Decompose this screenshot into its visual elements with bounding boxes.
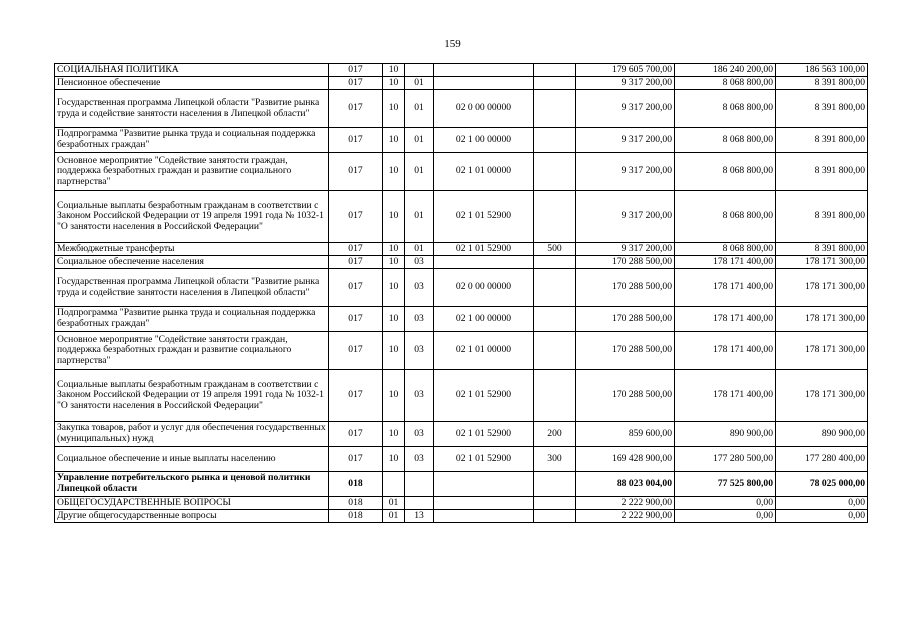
cell-subsection: 03 (405, 269, 434, 307)
cell-amount-year-3: 177 280 400,00 (776, 447, 868, 472)
cell-name: Подпрограмма "Развитие рынка труда и социальная поддержка безработных граждан" (55, 128, 329, 153)
cell-admin-code: 017 (329, 243, 383, 256)
cell-subsection: 03 (405, 447, 434, 472)
cell-amount-year-2: 77 525 800,00 (675, 472, 776, 497)
cell-target-article: 02 1 01 52900 (434, 191, 534, 243)
cell-expense-type (534, 153, 576, 191)
cell-name: Основное мероприятие "Содействие занятости граждан, поддержка безработных граждан и развитие социального партнерства" (55, 153, 329, 191)
cell-admin-code: 017 (329, 422, 383, 447)
table-row (55, 90, 868, 128)
cell-section: 10 (383, 370, 405, 422)
cell-amount-year-2: 890 900,00 (675, 422, 776, 447)
cell-subsection: 03 (405, 307, 434, 332)
cell-admin-code: 017 (329, 332, 383, 370)
cell-admin-code: 017 (329, 64, 383, 77)
cell-target-article (434, 472, 534, 497)
cell-amount-year-3: 0,00 (776, 510, 868, 523)
cell-expense-type (534, 64, 576, 77)
cell-expense-type (534, 128, 576, 153)
cell-subsection: 01 (405, 90, 434, 128)
cell-amount-year-3: 8 391 800,00 (776, 153, 868, 191)
cell-subsection (405, 497, 434, 510)
cell-name: Государственная программа Липецкой области "Развитие рынка труда и содействие занятости населения в Липецкой области" (55, 90, 329, 128)
cell-amount-year-3: 178 171 300,00 (776, 370, 868, 422)
cell-subsection: 01 (405, 153, 434, 191)
cell-section: 10 (383, 191, 405, 243)
cell-subsection: 03 (405, 370, 434, 422)
cell-amount-year-1: 170 288 500,00 (576, 256, 675, 269)
cell-subsection: 13 (405, 510, 434, 523)
cell-amount-year-3: 78 025 000,00 (776, 472, 868, 497)
cell-section: 10 (383, 256, 405, 269)
cell-section: 01 (383, 497, 405, 510)
cell-amount-year-2: 8 068 800,00 (675, 128, 776, 153)
cell-subsection: 01 (405, 77, 434, 90)
cell-amount-year-2: 8 068 800,00 (675, 191, 776, 243)
cell-amount-year-2: 0,00 (675, 497, 776, 510)
table-row (55, 153, 868, 191)
cell-expense-type (534, 510, 576, 523)
cell-expense-type (534, 370, 576, 422)
cell-expense-type (534, 307, 576, 332)
cell-name: Пенсионное обеспечение (55, 77, 329, 90)
cell-subsection (405, 472, 434, 497)
cell-target-article: 02 1 01 52900 (434, 243, 534, 256)
cell-amount-year-1: 170 288 500,00 (576, 370, 675, 422)
cell-target-article (434, 77, 534, 90)
cell-target-article (434, 497, 534, 510)
cell-section: 10 (383, 77, 405, 90)
table-row (55, 447, 868, 472)
cell-amount-year-2: 178 171 400,00 (675, 332, 776, 370)
cell-name: Социальное обеспечение и иные выплаты населению (55, 447, 329, 472)
cell-admin-code: 017 (329, 447, 383, 472)
cell-expense-type (534, 269, 576, 307)
cell-section: 01 (383, 510, 405, 523)
cell-name: ОБЩЕГОСУДАРСТВЕННЫЕ ВОПРОСЫ (55, 497, 329, 510)
table-row (55, 307, 868, 332)
cell-name: Государственная программа Липецкой области "Развитие рынка труда и содействие занятости населения в Липецкой области" (55, 269, 329, 307)
cell-amount-year-1: 170 288 500,00 (576, 269, 675, 307)
cell-expense-type: 300 (534, 447, 576, 472)
cell-amount-year-1: 9 317 200,00 (576, 153, 675, 191)
cell-section: 10 (383, 332, 405, 370)
cell-expense-type (534, 90, 576, 128)
cell-target-article: 02 0 00 00000 (434, 90, 534, 128)
table-row (55, 128, 868, 153)
cell-amount-year-3: 186 563 100,00 (776, 64, 868, 77)
cell-expense-type (534, 77, 576, 90)
cell-target-article: 02 1 01 00000 (434, 332, 534, 370)
cell-name: Социальные выплаты безработным гражданам в соответствии с Законом Российской Федерации от 19 апреля 1991 года № 1032-1 "О занятости населения в Российской Федерации" (55, 370, 329, 422)
cell-subsection: 01 (405, 191, 434, 243)
cell-expense-type: 200 (534, 422, 576, 447)
cell-amount-year-1: 9 317 200,00 (576, 128, 675, 153)
cell-target-article: 02 1 01 52900 (434, 370, 534, 422)
cell-amount-year-1: 9 317 200,00 (576, 77, 675, 90)
cell-amount-year-2: 178 171 400,00 (675, 307, 776, 332)
cell-expense-type: 500 (534, 243, 576, 256)
cell-target-article: 02 1 00 00000 (434, 128, 534, 153)
cell-amount-year-1: 2 222 900,00 (576, 497, 675, 510)
cell-admin-code: 018 (329, 510, 383, 523)
cell-subsection: 01 (405, 243, 434, 256)
table-row (55, 191, 868, 243)
cell-admin-code: 017 (329, 269, 383, 307)
cell-subsection: 03 (405, 422, 434, 447)
cell-amount-year-2: 186 240 200,00 (675, 64, 776, 77)
cell-amount-year-3: 890 900,00 (776, 422, 868, 447)
cell-name: Социальные выплаты безработным гражданам в соответствии с Законом Российской Федерации от 19 апреля 1991 года № 1032-1 "О занятости населения в Российской Федерации" (55, 191, 329, 243)
page-number: 159 (444, 38, 461, 50)
cell-subsection: 01 (405, 128, 434, 153)
cell-section: 10 (383, 422, 405, 447)
cell-amount-year-1: 9 317 200,00 (576, 191, 675, 243)
cell-amount-year-1: 179 605 700,00 (576, 64, 675, 77)
table-row (55, 64, 868, 77)
cell-name: Межбюджетные трансферты (55, 243, 329, 256)
cell-admin-code: 017 (329, 256, 383, 269)
cell-amount-year-3: 0,00 (776, 497, 868, 510)
cell-target-article: 02 1 01 00000 (434, 153, 534, 191)
cell-admin-code: 017 (329, 370, 383, 422)
cell-section (383, 472, 405, 497)
cell-admin-code: 017 (329, 128, 383, 153)
cell-section: 10 (383, 153, 405, 191)
cell-name: Управление потребительского рынка и ценовой политики Липецкой области (55, 472, 329, 497)
table-row (55, 497, 868, 510)
cell-amount-year-2: 8 068 800,00 (675, 90, 776, 128)
cell-admin-code: 017 (329, 191, 383, 243)
cell-target-article (434, 510, 534, 523)
cell-subsection: 03 (405, 256, 434, 269)
cell-amount-year-2: 178 171 400,00 (675, 269, 776, 307)
cell-amount-year-3: 8 391 800,00 (776, 191, 868, 243)
cell-name: Социальное обеспечение населения (55, 256, 329, 269)
cell-amount-year-3: 178 171 300,00 (776, 256, 868, 269)
cell-amount-year-2: 178 171 400,00 (675, 256, 776, 269)
cell-target-article: 02 0 00 00000 (434, 269, 534, 307)
cell-name: СОЦИАЛЬНАЯ ПОЛИТИКА (55, 64, 329, 77)
cell-subsection: 03 (405, 332, 434, 370)
cell-target-article: 02 1 01 52900 (434, 422, 534, 447)
budget-table (54, 63, 868, 523)
cell-amount-year-3: 8 391 800,00 (776, 128, 868, 153)
cell-section: 10 (383, 269, 405, 307)
table-row (55, 472, 868, 497)
table-row (55, 77, 868, 90)
cell-amount-year-1: 169 428 900,00 (576, 447, 675, 472)
cell-expense-type (534, 332, 576, 370)
cell-amount-year-1: 9 317 200,00 (576, 243, 675, 256)
cell-section: 10 (383, 64, 405, 77)
cell-amount-year-3: 8 391 800,00 (776, 90, 868, 128)
table-row (55, 422, 868, 447)
cell-amount-year-2: 0,00 (675, 510, 776, 523)
cell-admin-code: 018 (329, 497, 383, 510)
cell-amount-year-2: 178 171 400,00 (675, 370, 776, 422)
table-row (55, 332, 868, 370)
cell-amount-year-1: 170 288 500,00 (576, 332, 675, 370)
cell-admin-code: 018 (329, 472, 383, 497)
table-row (55, 510, 868, 523)
cell-target-article (434, 64, 534, 77)
cell-amount-year-1: 170 288 500,00 (576, 307, 675, 332)
cell-amount-year-2: 8 068 800,00 (675, 153, 776, 191)
cell-expense-type (534, 472, 576, 497)
table-row (55, 243, 868, 256)
cell-name: Закупка товаров, работ и услуг для обеспечения государственных (муниципальных) нужд (55, 422, 329, 447)
cell-expense-type (534, 191, 576, 243)
table-row (55, 370, 868, 422)
cell-expense-type (534, 256, 576, 269)
cell-amount-year-2: 8 068 800,00 (675, 243, 776, 256)
cell-amount-year-3: 178 171 300,00 (776, 332, 868, 370)
cell-section: 10 (383, 447, 405, 472)
cell-amount-year-1: 859 600,00 (576, 422, 675, 447)
table-row (55, 269, 868, 307)
cell-amount-year-3: 8 391 800,00 (776, 77, 868, 90)
cell-admin-code: 017 (329, 307, 383, 332)
cell-admin-code: 017 (329, 77, 383, 90)
cell-amount-year-1: 9 317 200,00 (576, 90, 675, 128)
cell-name: Подпрограмма "Развитие рынка труда и социальная поддержка безработных граждан" (55, 307, 329, 332)
cell-expense-type (534, 497, 576, 510)
cell-amount-year-2: 177 280 500,00 (675, 447, 776, 472)
cell-amount-year-1: 2 222 900,00 (576, 510, 675, 523)
cell-section: 10 (383, 90, 405, 128)
cell-admin-code: 017 (329, 90, 383, 128)
cell-target-article (434, 256, 534, 269)
cell-section: 10 (383, 128, 405, 153)
cell-amount-year-3: 178 171 300,00 (776, 269, 868, 307)
cell-section: 10 (383, 243, 405, 256)
cell-name: Основное мероприятие "Содействие занятости граждан, поддержка безработных граждан и развитие социального партнерства" (55, 332, 329, 370)
cell-name: Другие общегосударственные вопросы (55, 510, 329, 523)
cell-amount-year-2: 8 068 800,00 (675, 77, 776, 90)
cell-subsection (405, 64, 434, 77)
cell-section: 10 (383, 307, 405, 332)
cell-amount-year-3: 178 171 300,00 (776, 307, 868, 332)
table-row (55, 256, 868, 269)
cell-target-article: 02 1 00 00000 (434, 307, 534, 332)
cell-amount-year-3: 8 391 800,00 (776, 243, 868, 256)
cell-admin-code: 017 (329, 153, 383, 191)
cell-amount-year-1: 88 023 004,00 (576, 472, 675, 497)
cell-target-article: 02 1 01 52900 (434, 447, 534, 472)
